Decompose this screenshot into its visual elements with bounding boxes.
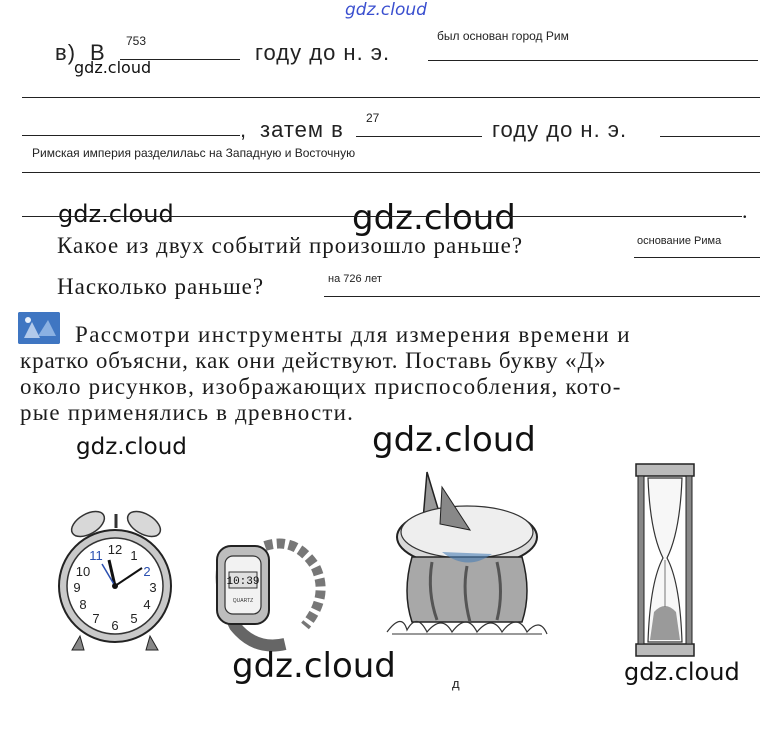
svg-text:9: 9	[73, 580, 81, 595]
alarm-clock-image	[52, 508, 177, 658]
label-zatem: затем в	[260, 117, 344, 142]
answer-which-earlier: основание Рима	[637, 235, 722, 247]
svg-text:2: 2	[143, 564, 151, 579]
watermark-left-low: gdz.cloud	[76, 434, 187, 460]
blank-event-2a	[22, 135, 240, 136]
blank-event-1	[428, 60, 758, 61]
task-icon	[18, 312, 60, 344]
watermark-bottom-center: gdz.cloud	[232, 646, 396, 686]
sundial-mark-d: д	[452, 676, 460, 691]
svg-text:10: 10	[75, 564, 91, 579]
svg-text:8: 8	[79, 597, 87, 612]
watermark-center-mid: gdz.cloud	[352, 198, 516, 238]
blank-year-2	[356, 136, 482, 137]
svg-text:3: 3	[149, 580, 157, 595]
task-line-1: Рассмотри инструменты для измерения времени и	[75, 322, 631, 347]
task-line-2: кратко объясни, как они действуют. Поставь букву «Д»	[20, 348, 607, 373]
answer-year-753: 753	[126, 34, 147, 48]
label-v-prefix: в)	[55, 40, 77, 65]
svg-text:11: 11	[89, 548, 103, 563]
watermark-bottom-right: gdz.cloud	[624, 658, 740, 686]
svg-text:4: 4	[143, 597, 151, 612]
hourglass-image	[630, 462, 700, 662]
watermark-center-low: gdz.cloud	[372, 420, 536, 460]
watermark-left-mid: gdz.cloud	[58, 200, 174, 228]
task-line-4: рые применялись в древности.	[20, 400, 355, 425]
blank-event-2b	[660, 136, 760, 137]
watch-time-text: 10:39	[226, 576, 260, 588]
svg-text:1: 1	[130, 548, 138, 563]
question-how-much-earlier: Насколько раньше?	[57, 274, 265, 299]
svg-text:5: 5	[130, 611, 138, 626]
svg-text:7: 7	[92, 611, 100, 626]
blank-full-line-1	[22, 97, 760, 98]
label-zatem-suffix: году до н. э.	[492, 117, 628, 142]
watch-brand-text: QUARTZ	[232, 598, 254, 604]
answer-year-27: 27	[366, 111, 380, 125]
answer-rome-founded: был основан город Рим	[437, 29, 569, 43]
period-dot: .	[742, 198, 748, 223]
blank-how-much-earlier	[324, 296, 760, 297]
task-line-3: около рисунков, изображающих приспособления, кото-	[20, 374, 622, 399]
blank-which-earlier	[634, 257, 760, 258]
svg-text:6: 6	[111, 618, 119, 633]
question-which-earlier: Какое из двух событий произошло раньше?	[57, 233, 524, 258]
watermark-top: gdz.cloud	[345, 0, 427, 20]
blank-full-line-2	[22, 172, 760, 173]
label-v-suffix: году до н. э.	[255, 40, 391, 65]
sundial-image	[382, 462, 552, 652]
label-v-word: В	[90, 40, 106, 65]
answer-empire-split: Римская империя разделилаьс на Западную и Восточную	[32, 146, 356, 160]
wristwatch-image	[205, 526, 335, 656]
svg-text:12: 12	[107, 542, 123, 557]
label-comma: ,	[240, 117, 248, 142]
watermark-line1: gdz.cloud	[74, 58, 152, 77]
blank-full-line-3	[22, 216, 742, 217]
answer-how-much-earlier: на 726 лет	[328, 273, 382, 285]
